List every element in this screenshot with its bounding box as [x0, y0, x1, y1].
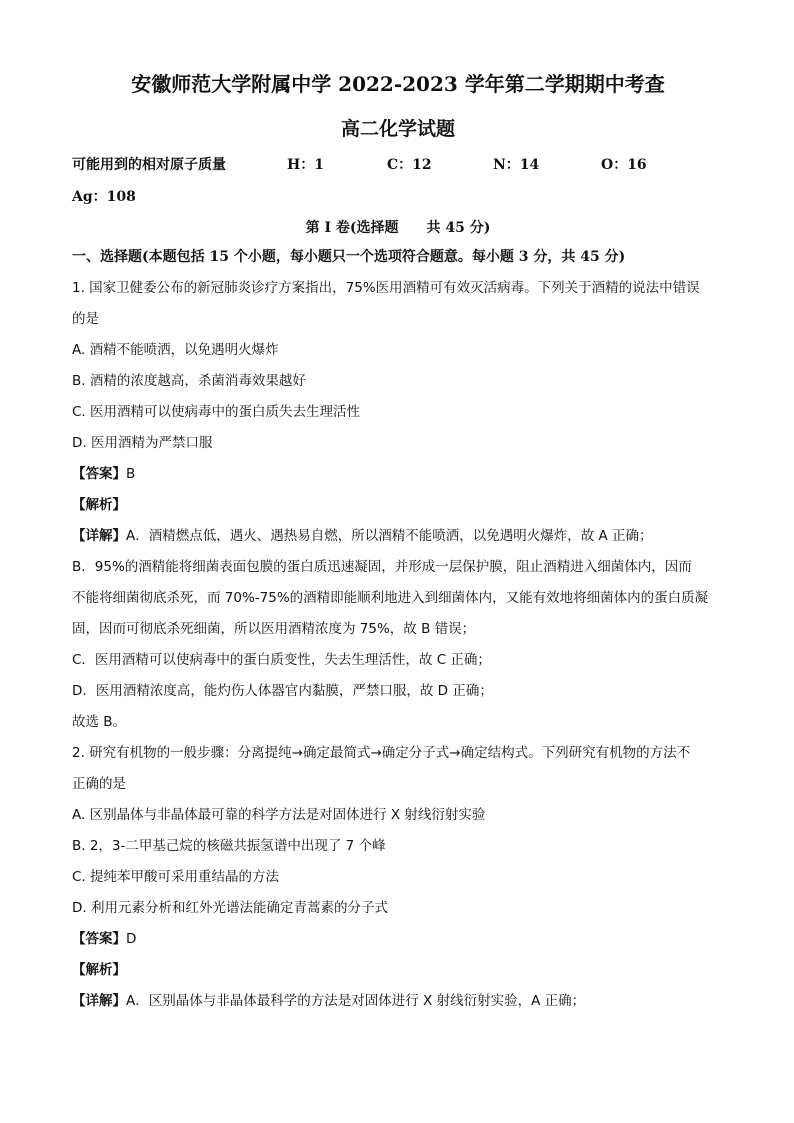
detail-label: 【详解】	[72, 528, 126, 544]
section-title: 一、选择题(本题包括 15 个小题，每小题只一个选项符合题意。每小题 3 分，共 45 分)	[72, 249, 626, 265]
question-2-detail-1	[72, 991, 724, 1011]
question-2-option-c: C. 提纯苯甲酸可采用重结晶的方法	[72, 869, 280, 885]
question-1-detail-3: 不能将细菌彻底杀死，而 70%-75%的酒精即能顺利地进入到细菌体内，又能有效地将细菌体内的蛋白质凝	[72, 590, 709, 606]
question-1-option-a: A. 酒精不能喷洒，以免遇明火爆炸	[72, 342, 279, 358]
question-1-detail-6: D．医用酒精浓度高，能灼伤人体器官内黏膜，严禁口服，故 D 正确；	[72, 683, 493, 699]
mass-n: N：14	[493, 157, 540, 173]
mass-o: O：16	[601, 157, 647, 173]
exam-title: 安徽师范大学附属中学 2022-2023 学年第二学期期中考查	[131, 72, 665, 96]
question-2-stem: 2. 研究有机物的一般步骤：分离提纯→确定最简式→确定分子式→确定结构式。下列研究有机物的方法不	[72, 745, 691, 761]
atomic-masses-label: 可能用到的相对原子质量	[72, 157, 226, 173]
answer-label: 【答案】	[72, 466, 126, 482]
exam-page	[72, 60, 724, 1011]
question-1-stem: 1. 国家卫健委公布的新冠肺炎诊疗方案指出，75%医用酒精可有效灭活病毒。下列关于酒精的说法中错误	[72, 280, 700, 296]
question-1-option-c: C. 医用酒精可以使病毒中的蛋白质失去生理活性	[72, 404, 361, 420]
question-2-analysis-label: 【解析】	[72, 962, 126, 978]
question-1	[72, 278, 724, 732]
question-2-option-a: A. 区别晶体与非晶体最可靠的科学方法是对固体进行 X 射线衍射实验	[72, 807, 486, 823]
detail-label: 【详解】	[72, 993, 126, 1009]
question-1-detail-2: B．95%的酒精能将细菌表面包膜的蛋白质迅速凝固，并形成一层保护膜，阻止酒精进入细菌体内，因而	[72, 559, 692, 575]
question-1-option-b: B. 酒精的浓度越高，杀菌消毒效果越好	[72, 373, 306, 389]
exam-subtitle: 高二化学试题	[340, 118, 455, 140]
atomic-masses-row	[72, 155, 724, 175]
question-1-conclusion: 故选 B。	[72, 714, 127, 730]
question-1-detail-5: C．医用酒精可以使病毒中的蛋白质变性，失去生理活性，故 C 正确；	[72, 652, 491, 668]
question-1-option-d: D. 医用酒精为严禁口服	[72, 435, 213, 451]
answer-label: 【答案】	[72, 931, 126, 947]
volume-title: 第 I 卷(选择题 共 45 分)	[305, 220, 491, 236]
mass-c: C：12	[387, 157, 432, 173]
question-2	[72, 743, 724, 1011]
question-1-detail-4: 固，因而可彻底杀死细菌，所以医用酒精浓度为 75%，故 B 错误；	[72, 621, 476, 637]
question-1-answer	[72, 464, 724, 484]
question-2-option-d: D. 利用元素分析和红外光谱法能确定青蒿素的分子式	[72, 900, 388, 916]
question-2-stem-cont: 正确的是	[72, 776, 126, 792]
detail-text: A．区别晶体与非晶体最科学的方法是对固体进行 X 射线衍射实验，A 正确；	[126, 993, 586, 1009]
question-2-option-b: B. 2，3-二甲基己烷的核磁共振氢谱中出现了 7 个峰	[72, 838, 386, 854]
mass-ag: Ag：108	[72, 189, 136, 205]
mass-h: H：1	[287, 157, 324, 173]
answer-value: B	[126, 466, 136, 482]
question-2-answer	[72, 929, 724, 949]
question-1-detail-1	[72, 526, 724, 546]
answer-value: D	[126, 931, 137, 947]
detail-text: A．酒精燃点低，遇火、遇热易自燃，所以酒精不能喷洒，以免遇明火爆炸，故 A 正确；	[126, 528, 653, 544]
question-1-analysis-label: 【解析】	[72, 497, 126, 513]
question-1-stem-cont: 的是	[72, 311, 99, 327]
